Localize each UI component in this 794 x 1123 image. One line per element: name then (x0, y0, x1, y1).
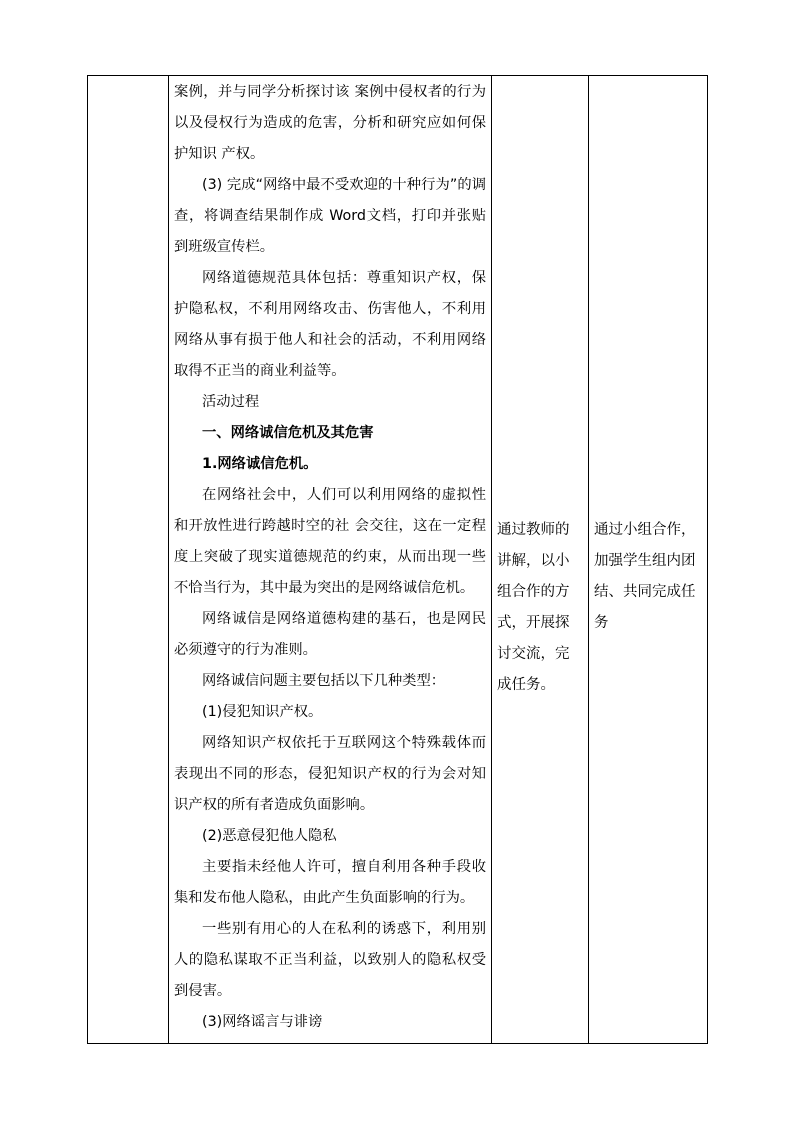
content-paragraph: 1.网络诚信危机。 (202, 456, 318, 472)
content-paragraph: (3)网络谣言与诽谤 (202, 1014, 323, 1030)
content-cell (169, 76, 492, 1044)
content-paragraph: 活动过程 (202, 394, 260, 410)
content-body (169, 76, 491, 1038)
stage-cell (88, 76, 169, 1044)
design-intent-text: 通过小组合作，加强学生组内团结、共同完成任务 (594, 522, 696, 631)
teacher-activity-text: 通过教师的讲解，以小组合作的方式，开展探讨交流，完成任务。 (497, 522, 570, 693)
content-paragraph: (2)恶意侵犯他人隐私 (202, 828, 337, 844)
content-paragraph: 主要指未经他人许可，擅自利用各种手段收集和发布他人隐私，由此产生负面影响的行为。 (174, 859, 486, 906)
table-row (88, 76, 708, 1044)
content-paragraph: 一、网络诚信危机及其危害 (202, 425, 374, 441)
content-paragraph: 网络道德规范具体包括：尊重知识产权，保护隐私权，不利用网络攻击、伤害他人，不利用网络从事有损于他人和社会的活动，不利用网络取得不正当的商业利益等。 (174, 270, 486, 379)
content-paragraph: 一些别有用心的人在私利的诱惑下，利用别人的隐私谋取不正当利益，以致别人的隐私权受到侵害。 (174, 921, 486, 999)
content-paragraph: 网络知识产权依托于互联网这个特殊载体而表现出不同的形态，侵犯知识产权的行为会对知识产权的所有者造成负面影响。 (174, 735, 486, 813)
content-paragraph: (1)侵犯知识产权。 (202, 704, 323, 720)
teacher-activity-cell (492, 76, 589, 1044)
lesson-plan-table (87, 75, 708, 1044)
content-paragraph: 案例，并与同学分析探讨该 案例中侵权者的行为以及侵权行为造成的危害，分析和研究应如何保护知识 产权。 (174, 84, 486, 162)
design-intent-cell (589, 76, 708, 1044)
content-paragraph: (3) 完成“网络中最不受欢迎的十种行为”的调查，将调查结果制作成 Word文档，打印并张贴到班级宣传栏。 (174, 177, 486, 255)
content-paragraph: 网络诚信是网络道德构建的基石，也是网民必须遵守的行为准则。 (174, 611, 486, 658)
content-paragraph: 网络诚信问题主要包括以下几种类型： (202, 673, 446, 689)
content-paragraph: 在网络社会中，人们可以利用网络的虚拟性和开放性进行跨越时空的社 会交往，这在一定程度上突破了现实道德规范的约束，从而出现一些不恰当行为，其中最为突出的是网络诚信危机。 (174, 487, 486, 596)
